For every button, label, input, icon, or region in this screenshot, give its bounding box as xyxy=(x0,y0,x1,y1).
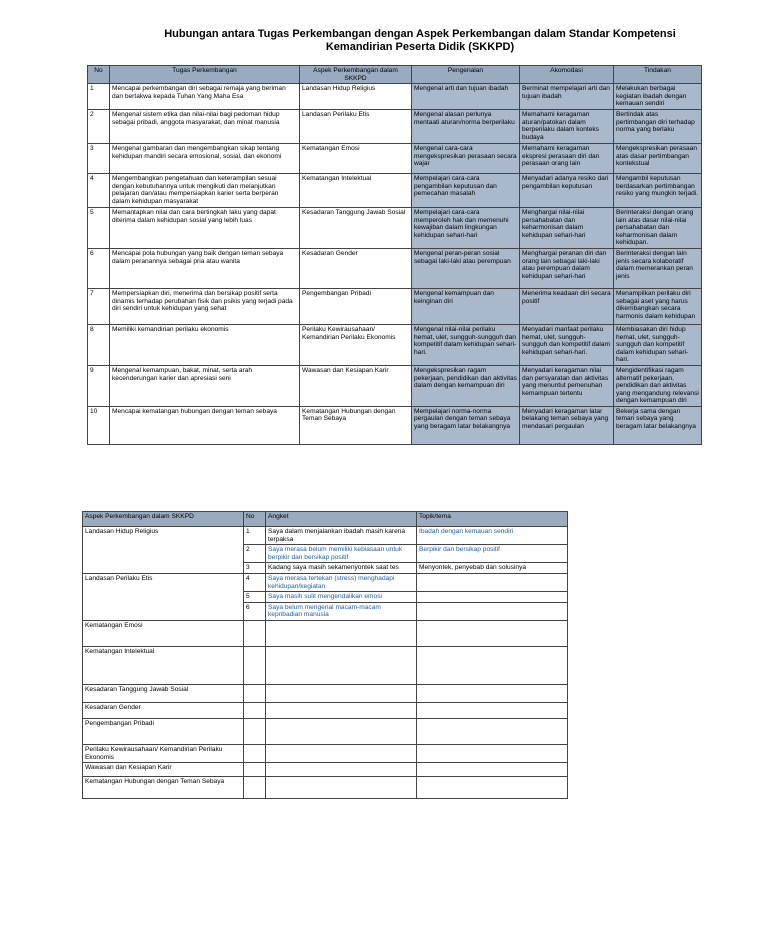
cell-aspek: Pengembangan Pribadi xyxy=(83,718,244,744)
cell-aspek: Wawasan dan Kesiapan Karir xyxy=(83,763,244,777)
cell-tindakan: Bekerja sama dengan teman sebaya yang beragam latar belakangnya xyxy=(614,406,702,444)
table-header-row xyxy=(88,66,702,84)
cell-pengenalan: Mengenal peran-peran sosial sebagai laki-laki atau perempuan xyxy=(412,248,520,288)
cell-aspek: Kesadaran Gender xyxy=(300,248,412,288)
cell-no xyxy=(244,620,266,646)
header-tindakan: Tindakan xyxy=(614,66,702,84)
cell-pengenalan: Mengenal kemampuan dan keinginan diri xyxy=(412,288,520,324)
cell-pengenalan: Mengenal arti dan tujuan ibadah xyxy=(412,84,520,110)
title-line-2: Kemandirian Peserta Didik (SKKPD) xyxy=(325,41,515,53)
cell-no: 1 xyxy=(244,527,266,545)
cell-topik xyxy=(417,592,568,603)
cell-akomodasi: Berminat mempelajari arti dan tujuan ibadah xyxy=(520,84,614,110)
header-no: No xyxy=(88,66,110,84)
cell-tindakan: Mengambil keputusan berdasarkan pertimbangan resiko yang mungkin terjadi. xyxy=(614,173,702,207)
cell-topik xyxy=(417,684,568,702)
header-no: No xyxy=(244,512,266,527)
cell-aspek: Wawasan dan Kesiapan Karir xyxy=(300,365,412,406)
cell-no: 6 xyxy=(88,248,110,288)
cell-no xyxy=(244,744,266,762)
cell-aspek: Kematangan Hubungan dengan Teman Sebaya xyxy=(300,406,412,444)
cell-no: 2 xyxy=(88,109,110,143)
cell-tindakan: Membiasakan diri hidup hemat, ulet, sungguh-sungguh dan kompetitif dalam kehidupan sehari-hari. xyxy=(614,324,702,365)
cell-no: 10 xyxy=(88,406,110,444)
cell-angket xyxy=(266,646,417,684)
cell-tugas: Mempersiapkan diri, menerima dan bersikap positif serta dinamis terhadap perubahan fisik dan psikis yang terjadi pada diri sendiri untuk kehidupan yang sehat xyxy=(110,288,300,324)
cell-akomodasi: Memahami keragaman ekspresi perasaan diri dan perasaan orang lain xyxy=(520,143,614,173)
table-row xyxy=(88,173,702,207)
cell-aspek: Kesadaran Gender xyxy=(83,702,244,718)
questionnaire-table xyxy=(82,511,568,799)
cell-tugas: Mencapai kematangan hubungan dengan teman sebaya xyxy=(110,406,300,444)
header-aspek: Aspek Perkembangan dalam SKKPD xyxy=(300,66,412,84)
table-row xyxy=(83,718,568,744)
cell-tugas: Memantapkan nilai dan cara bertingkah laku yang dapat diterima dalam kehidupan sosial yang lebih luas xyxy=(110,207,300,248)
table-row xyxy=(83,744,568,762)
cell-pengenalan: Mengenal nilai-nilai perilaku hemat, ulet, sungguh-sungguh dan kompetitif dalam kehidupan sehari-hari. xyxy=(412,324,520,365)
cell-aspek: Perilaku Kewirausahaan/ Kemandirian Perilaku Ekonomis xyxy=(83,744,244,762)
cell-no: 9 xyxy=(88,365,110,406)
cell-no: 7 xyxy=(88,288,110,324)
cell-akomodasi: Menghargai peranan diri dan orang lain sebagai laki-laki atau perempuan dalam kehidupan sehari-hari xyxy=(520,248,614,288)
cell-topik: Menyontek, penyebab dan solusinya xyxy=(417,563,568,574)
cell-topik xyxy=(417,573,568,591)
cell-tindakan: Berinteraksi dengan orang lain atas dasar nilai-nilai persahabatan dan keharmonisan dalam kehidupan. xyxy=(614,207,702,248)
cell-topik xyxy=(417,702,568,718)
cell-aspek: Landasan Perilaku Etis xyxy=(83,573,244,620)
cell-pengenalan: Mempelajari cara-cara pengambilan keputusan dan pemecahan masalah xyxy=(412,173,520,207)
cell-angket: Kadang saya masih sekamenyontek saat tes xyxy=(266,563,417,574)
table-row xyxy=(83,684,568,702)
cell-aspek: Kematangan Intelektual xyxy=(300,173,412,207)
header-topik: Topik/tema xyxy=(417,512,568,527)
cell-angket: Saya masih sulit mengendalikan emosi xyxy=(266,592,417,603)
cell-akomodasi: Menerima keadaan diri secara positif xyxy=(520,288,614,324)
cell-akomodasi: Menyadari adanya resiko dari pengambilan keputusan xyxy=(520,173,614,207)
cell-no: 3 xyxy=(88,143,110,173)
cell-tugas: Mengembangkan pengetahuan dan keterampilan sesuai dengan kebutuhannya untuk mengikuti dan melanjutkan pelajaran dan/atau mempersiapkan karier serta berperan dalam kehidupan masyarakat xyxy=(110,173,300,207)
cell-tugas: Mencapai perkembangan diri sebagai remaja yang beriman dan bertakwa kepada Tuhan Yang Maha Esa xyxy=(110,84,300,110)
table-row xyxy=(88,406,702,444)
table-row xyxy=(83,646,568,684)
cell-angket xyxy=(266,777,417,799)
cell-akomodasi: Menyadari manfaat perilaku hemat, ulet, sungguh-sungguh dan kompetitif dalam kehidupan sehari-hari. xyxy=(520,324,614,365)
title-line-1: Hubungan antara Tugas Perkembangan dengan Aspek Perkembangan dalam Standar Kompetensi xyxy=(164,28,676,40)
table-row xyxy=(83,620,568,646)
cell-no xyxy=(244,702,266,718)
cell-angket: Saya merasa tertekan (stress) menghadapi kehidupan/kegiatan xyxy=(266,573,417,591)
cell-aspek: Kematangan Emosi xyxy=(300,143,412,173)
cell-angket xyxy=(266,744,417,762)
cell-tugas: Mencapai pola hubungan yang baik dengan teman sebaya dalam peranannya sebagai pria atau wanita xyxy=(110,248,300,288)
cell-tindakan: Mengidentifikasi ragam alternatif pekerjaan, pendidikan dan aktivitas yang mengandung relevansi dengan kemampuan diri xyxy=(614,365,702,406)
cell-aspek: Perilaku Kewirausahaan/ Kemandirian Perilaku Ekonomis xyxy=(300,324,412,365)
document-title xyxy=(120,28,720,54)
cell-angket xyxy=(266,702,417,718)
cell-no: 2 xyxy=(244,545,266,563)
cell-pengenalan: Mengekspresikan ragam pekerjaan, pendidikan dan aktivitas dalam dengan kemampuan diri xyxy=(412,365,520,406)
cell-aspek: Kesadaran Tanggung Jawab Sosial xyxy=(83,684,244,702)
header-tugas: Tugas Perkembangan xyxy=(110,66,300,84)
development-tasks-table xyxy=(87,65,702,445)
cell-tindakan: Bertindak atas pertimbangan diri terhadap norma yang berlaku xyxy=(614,109,702,143)
cell-angket xyxy=(266,684,417,702)
cell-akomodasi: Menyadari keragaman nilai dan persyaratan dan aktivitas yang menuntut pemenuhan kemampuan tertentu xyxy=(520,365,614,406)
cell-aspek: Landasan Hidup Religius xyxy=(83,527,244,574)
cell-topik xyxy=(417,763,568,777)
table-row xyxy=(88,365,702,406)
cell-no: 4 xyxy=(244,573,266,591)
cell-tindakan: Berinteraksi dengan lain jenis secara kolaboratif dalam memerankan peran jenis xyxy=(614,248,702,288)
cell-tugas: Memiliki kemandirian perilaku ekonomis xyxy=(110,324,300,365)
cell-topik xyxy=(417,718,568,744)
cell-akomodasi: Memahami keragaman aturan/patokan dalam berperilaku dalam konteks budaya xyxy=(520,109,614,143)
cell-akomodasi: Menyadari keragaman latar belakang teman sebaya yang mendasari pergaulan xyxy=(520,406,614,444)
table-row xyxy=(88,84,702,110)
table-row xyxy=(88,324,702,365)
cell-pengenalan: Mengenal cara-cara mengekspresikan perasaan secara wajar xyxy=(412,143,520,173)
cell-pengenalan: Mempelajari norma-norma pergaulan dengan teman sebaya yang beragam latar belakangnya xyxy=(412,406,520,444)
cell-angket xyxy=(266,718,417,744)
cell-aspek: Kematangan Hubungan dengan Teman Sebaya xyxy=(83,777,244,799)
table-row xyxy=(83,763,568,777)
table-row xyxy=(88,248,702,288)
cell-angket: Saya belum mengenal macam-macam kepribadian manusia xyxy=(266,602,417,620)
header-akomodasi: Akomodasi xyxy=(520,66,614,84)
cell-aspek: Kematangan Emosi xyxy=(83,620,244,646)
cell-no: 8 xyxy=(88,324,110,365)
cell-topik xyxy=(417,602,568,620)
cell-angket: Saya merasa belum memiliki kebiasaan untuk berpikir dan bersikap positif xyxy=(266,545,417,563)
table-row xyxy=(83,527,568,545)
cell-aspek: Landasan Perilaku Etis xyxy=(300,109,412,143)
cell-pengenalan: Mempelajari cara-cara memperoleh hak dan memenuhi kewajiban dalam lingkungan kehidupan sehari-hari xyxy=(412,207,520,248)
table-row xyxy=(88,207,702,248)
header-pengenalan: Pengenalan xyxy=(412,66,520,84)
cell-no: 5 xyxy=(244,592,266,603)
cell-aspek: Landasan Hidup Religius xyxy=(300,84,412,110)
cell-tugas: Mengenal gambaran dan mengembangkan sikap tentang kehidupan mandiri secara emosional, sosial, dan ekonomi xyxy=(110,143,300,173)
cell-topik xyxy=(417,744,568,762)
cell-topik: Berpikir dan bersikap positif xyxy=(417,545,568,563)
table-row xyxy=(83,777,568,799)
cell-no: 5 xyxy=(88,207,110,248)
cell-no: 4 xyxy=(88,173,110,207)
cell-aspek: Kematangan Intelektual xyxy=(83,646,244,684)
cell-angket: Saya dalam menjalankan ibadah masih karena terpaksa xyxy=(266,527,417,545)
cell-topik xyxy=(417,620,568,646)
cell-no xyxy=(244,684,266,702)
cell-no xyxy=(244,718,266,744)
cell-tindakan: Mengekspresikan perasaan atas dasar pertimbangan kontekstual xyxy=(614,143,702,173)
table-row xyxy=(83,573,568,591)
cell-no: 1 xyxy=(88,84,110,110)
cell-angket xyxy=(266,620,417,646)
cell-angket xyxy=(266,763,417,777)
cell-topik: Ibadah dengan kemauan sendiri xyxy=(417,527,568,545)
cell-pengenalan: Mengenal alasan perlunya mentaati aturan/norma berperilaku xyxy=(412,109,520,143)
header-angket: Angket xyxy=(266,512,417,527)
cell-no: 6 xyxy=(244,602,266,620)
cell-topik xyxy=(417,777,568,799)
cell-no xyxy=(244,646,266,684)
cell-aspek: Pengembangan Pribadi xyxy=(300,288,412,324)
cell-akomodasi: Menghargai nilai-nilai persahabatan dan keharmonisan dalam kehidupan sehari-hari xyxy=(520,207,614,248)
cell-tindakan: Melakukan berbagai kegiatan ibadah dengan kemauan sendiri xyxy=(614,84,702,110)
cell-aspek: Kesadaran Tanggung Jawab Sosial xyxy=(300,207,412,248)
cell-tugas: Mengenal kemampuan, bakat, minat, serta arah kecenderungan karier dan apresiasi seni xyxy=(110,365,300,406)
table-row xyxy=(88,288,702,324)
cell-no xyxy=(244,777,266,799)
table-row xyxy=(88,143,702,173)
cell-tugas: Mengenal sistem etika dan nilai-nilai bagi pedoman hidup sebagai pribadi, anggota masyarakat, dan minat manusia xyxy=(110,109,300,143)
table-row xyxy=(88,109,702,143)
cell-no xyxy=(244,763,266,777)
header-aspek: Aspek Perkembangan dalam SKKPD xyxy=(83,512,244,527)
cell-no: 3 xyxy=(244,563,266,574)
cell-tindakan: Menampilkan perilaku diri sebagai aset yang harus dikembangkan secara harmonis dalam kehidupan xyxy=(614,288,702,324)
table-row xyxy=(83,702,568,718)
cell-topik xyxy=(417,646,568,684)
table-header-row xyxy=(83,512,568,527)
